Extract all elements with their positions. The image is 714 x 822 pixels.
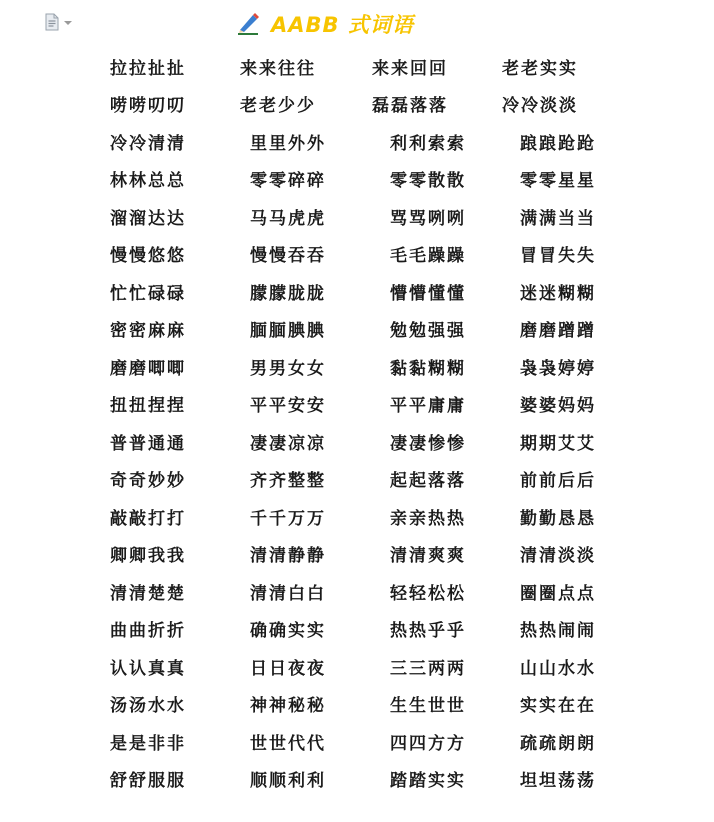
- word-row: [0, 767, 714, 795]
- word-item: 冒冒失失: [520, 246, 596, 266]
- word-row: [0, 692, 714, 720]
- word-item: 卿卿我我: [110, 546, 186, 566]
- word-item: 满满当当: [520, 209, 596, 229]
- word-item: 顺顺利利: [250, 771, 326, 791]
- word-item: 是是非非: [110, 734, 186, 754]
- word-item: 汤汤水水: [110, 696, 186, 716]
- word-item: 世世代代: [250, 734, 326, 754]
- word-row: [0, 505, 714, 533]
- word-item: 山山水水: [520, 659, 596, 679]
- word-item: 起起落落: [390, 471, 466, 491]
- word-item: 朦朦胧胧: [250, 284, 326, 304]
- word-row: [0, 617, 714, 645]
- word-item: 舒舒服服: [110, 771, 186, 791]
- word-item: 热热乎乎: [390, 621, 466, 641]
- word-item: 零零散散: [390, 171, 466, 191]
- word-item: 清清静静: [250, 546, 326, 566]
- document-menu[interactable]: [44, 13, 72, 31]
- word-item: 婆婆妈妈: [520, 396, 596, 416]
- word-row: [0, 92, 714, 120]
- word-item: 踉踉跄跄: [520, 134, 596, 154]
- word-row: [0, 205, 714, 233]
- page-title: AABB 式词语: [271, 13, 414, 37]
- word-item: 勉勉强强: [390, 321, 466, 341]
- word-item: 清清楚楚: [110, 584, 186, 604]
- document-icon: [44, 13, 60, 31]
- chevron-down-icon: [64, 21, 72, 25]
- word-item: 袅袅婷婷: [520, 359, 596, 379]
- word-row: [0, 580, 714, 608]
- word-item: 认认真真: [110, 659, 186, 679]
- word-item: 圈圈点点: [520, 584, 596, 604]
- word-row: [0, 242, 714, 270]
- word-item: 慢慢吞吞: [250, 246, 326, 266]
- word-item: 清清爽爽: [390, 546, 466, 566]
- word-item: 确确实实: [250, 621, 326, 641]
- word-item: 零零碎碎: [250, 171, 326, 191]
- word-item: 轻轻松松: [390, 584, 466, 604]
- word-item: 清清白白: [250, 584, 326, 604]
- page-title-row: [235, 7, 414, 41]
- word-item: 迷迷糊糊: [520, 284, 596, 304]
- word-item: 坦坦荡荡: [520, 771, 596, 791]
- word-row: [0, 317, 714, 345]
- word-item: 实实在在: [520, 696, 596, 716]
- word-item: 平平庸庸: [390, 396, 466, 416]
- word-row: [0, 430, 714, 458]
- word-row: [0, 167, 714, 195]
- word-item: 磨磨唧唧: [110, 359, 186, 379]
- word-item: 慢慢悠悠: [110, 246, 186, 266]
- word-item: 冷冷淡淡: [502, 96, 578, 116]
- word-item: 利利索索: [390, 134, 466, 154]
- word-item: 黏黏糊糊: [390, 359, 466, 379]
- word-item: 密密麻麻: [110, 321, 186, 341]
- word-item: 日日夜夜: [250, 659, 326, 679]
- word-item: 男男女女: [250, 359, 326, 379]
- word-item: 千千万万: [250, 509, 326, 529]
- word-item: 亲亲热热: [390, 509, 466, 529]
- word-row: [0, 130, 714, 158]
- word-item: 零零星星: [520, 171, 596, 191]
- word-item: 唠唠叨叨: [110, 96, 186, 116]
- word-item: 毛毛躁躁: [390, 246, 466, 266]
- word-item: 拉拉扯扯: [110, 59, 186, 79]
- word-item: 扭扭捏捏: [110, 396, 186, 416]
- word-item: 神神秘秘: [250, 696, 326, 716]
- word-item: 老老少少: [240, 96, 316, 116]
- word-item: 磨磨蹭蹭: [520, 321, 596, 341]
- word-item: 踏踏实实: [390, 771, 466, 791]
- word-item: 疏疏朗朗: [520, 734, 596, 754]
- word-item: 生生世世: [390, 696, 466, 716]
- word-item: 期期艾艾: [520, 434, 596, 454]
- word-item: 前前后后: [520, 471, 596, 491]
- word-row: [0, 542, 714, 570]
- word-item: 凄凄惨惨: [390, 434, 466, 454]
- word-item: 凄凄凉凉: [250, 434, 326, 454]
- word-row: [0, 392, 714, 420]
- word-item: 三三两两: [390, 659, 466, 679]
- word-item: 马马虎虎: [250, 209, 326, 229]
- word-item: 老老实实: [502, 59, 578, 79]
- word-row: [0, 655, 714, 683]
- word-row: [0, 355, 714, 383]
- word-item: 林林总总: [110, 171, 186, 191]
- word-item: 磊磊落落: [372, 96, 448, 116]
- word-item: 敲敲打打: [110, 509, 186, 529]
- word-item: 平平安安: [250, 396, 326, 416]
- word-item: 勤勤恳恳: [520, 509, 596, 529]
- word-item: 冷冷清清: [110, 134, 186, 154]
- word-row: [0, 280, 714, 308]
- word-item: 溜溜达达: [110, 209, 186, 229]
- word-item: 奇奇妙妙: [110, 471, 186, 491]
- word-item: 骂骂咧咧: [390, 209, 466, 229]
- word-item: 清清淡淡: [520, 546, 596, 566]
- word-item: 齐齐整整: [250, 471, 326, 491]
- word-row: [0, 467, 714, 495]
- word-row: [0, 55, 714, 83]
- word-item: 曲曲折折: [110, 621, 186, 641]
- word-item: 热热闹闹: [520, 621, 596, 641]
- word-item: 里里外外: [250, 134, 326, 154]
- pencil-icon: [235, 11, 261, 37]
- word-row: [0, 730, 714, 758]
- word-item: 懵懵懂懂: [390, 284, 466, 304]
- word-item: 来来回回: [372, 59, 448, 79]
- word-item: 腼腼腆腆: [250, 321, 326, 341]
- word-item: 来来往往: [240, 59, 316, 79]
- word-item: 四四方方: [390, 734, 466, 754]
- word-item: 忙忙碌碌: [110, 284, 186, 304]
- word-item: 普普通通: [110, 434, 186, 454]
